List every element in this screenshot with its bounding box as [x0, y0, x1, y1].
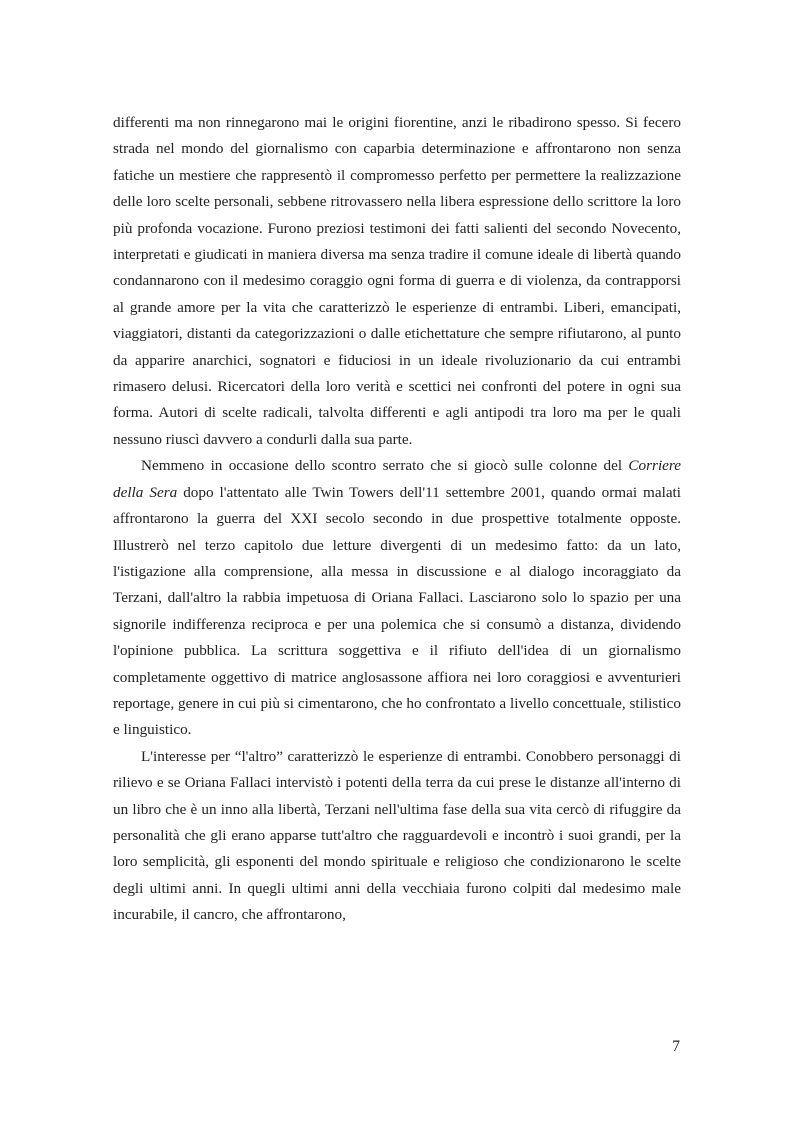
page-number: 7	[672, 1038, 680, 1055]
paragraph-2	[113, 453, 681, 743]
newspaper-title: Corriere della Sera	[113, 457, 681, 501]
paragraph-3: L'interesse per “l'altro” caratterizzò le esperienze di entrambi. Conobbero personaggi di rilievo e se Oriana Fallaci intervistò i potenti della terra da cui prese le distanze all'interno di un libro che è un inno alla libertà, Terzani nell'ultima fase della sua vita cercò di rifuggire da personalità che gli erano apparse tutt'altro che ragguardevoli e incontrò i suoi grandi, per la loro semplicità, gli esponenti del mondo spirituale e religioso che condizionarono le scelte degli ultimi anni. In quegli ultimi anni della vecchiaia furono colpiti dal medesimo male incurabile, il cancro, che affrontarono,	[113, 747, 681, 924]
body-text	[113, 110, 681, 929]
paragraph-2-text-start: Nemmeno in occasione dello scontro serrato che si giocò sulle colonne del	[141, 457, 629, 475]
paragraph-2-text-end: dopo l'attentato alle Twin Towers dell'11 settembre 2001, quando ormai malati affrontarono la guerra del XXI secolo secondo in due prospettive totalmente opposte. Illustrerò nel terzo capitolo due letture divergenti di un medesimo fatto: da un lato, l'istigazione alla comprensione, alla messa in discussione e al dialogo incoraggiato da Terzani, dall'altro la rabbia impetuosa di Oriana Fallaci. Lasciarono solo lo spazio per una signorile indifferenza reciproca e per una polemica che si consumò a distanza, dividendo l'opinione pubblica. La scrittura soggettiva e il rifiuto dell'idea di un giornalismo completamente oggettivo di matrice anglosassone affiora nei loro coraggiosi e avventurieri reportage, genere in cui più si cimentarono, che ho confrontato a livello concettuale, stilistico e linguistico.	[113, 483, 681, 739]
paragraph-1: differenti ma non rinnegarono mai le origini fiorentine, anzi le ribadirono spesso. Si fecero strada nel mondo del giornalismo con caparbia determinazione e affrontarono non senza fatiche un mestiere che rappresentò il compromesso perfetto per permettere la realizzazione delle loro scelte personali, sebbene ritrovassero nella libera espressione dello scrittore la loro più profonda vocazione. Furono preziosi testimoni dei fatti salienti del secondo Novecento, interpretati e giudicati in maniera diversa ma senza tradire il comune ideale di libertà quando condannarono con il medesimo coraggio ogni forma di guerra e di violenza, da contrapporsi al grande amore per la vita che caratterizzò le esperienze di entrambi. Liberi, emancipati, viaggiatori, distanti da categorizzazioni o dalle etichettature che sempre rifiutarono, al punto da apparire anarchici, sognatori e fiduciosi in un ideale rivoluzionario da cui entrambi rimasero delusi. Ricercatori della loro verità e scettici nei confronti del potere in ogni sua forma. Autori di scelte radicali, talvolta differenti e agli antipodi tra loro ma per le quali nessuno riuscì davvero a condurli dalla sua parte.	[113, 114, 681, 448]
